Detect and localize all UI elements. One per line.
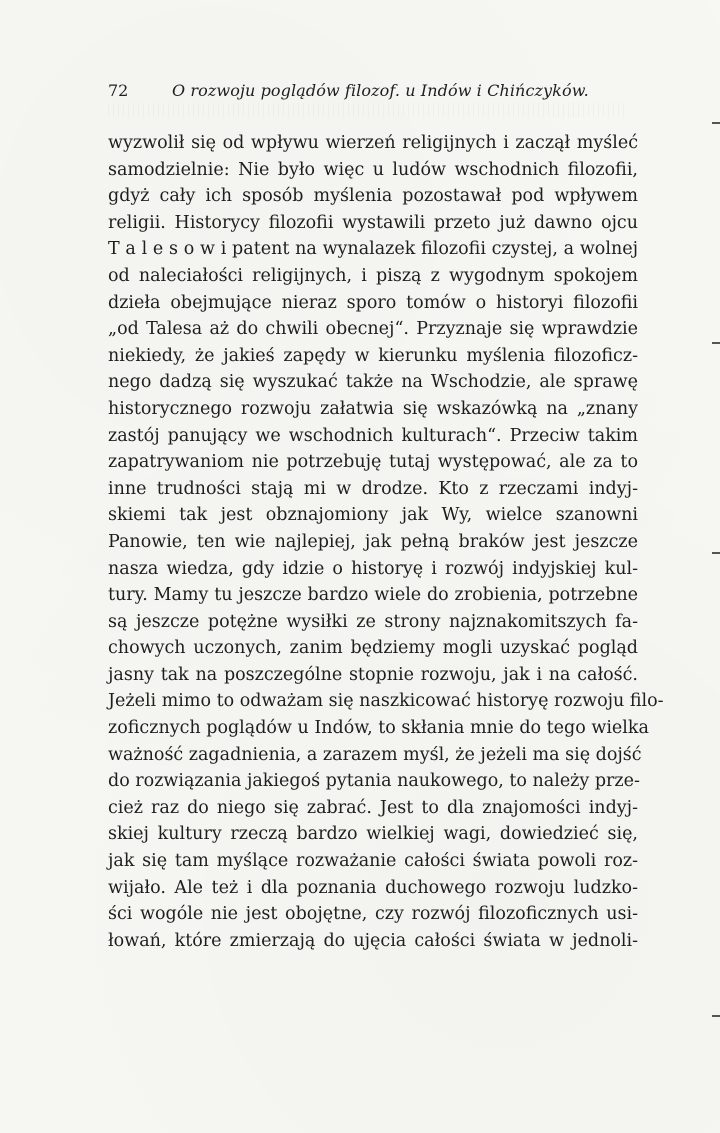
text-line: zoficznych poglądów u Indów, to skłania mnie do tego wielka	[108, 718, 649, 739]
text-line: ważność zagadnienia, a zarazem myśl, że jeżeli ma się dojść	[108, 744, 642, 765]
text-line: jak się tam myślące rozważanie całości świata powoli roz-	[108, 851, 638, 872]
text-line: nego dadzą się wyszukać także na Wschodzie, ale sprawę	[108, 372, 638, 393]
text-line: skiemi tak jest obznajomiony jak Wy, wielce szanowni	[108, 505, 638, 526]
text-line: zastój panujący we wschodnich kulturach“. Przeciw takim	[108, 425, 638, 446]
text-line: wyzwolił się od wpływu wierzeń religijnych i zaczął myśleć	[108, 133, 638, 153]
edge-mark	[712, 1015, 720, 1017]
text-line: religii. Historycy filozofii wystawili przeto już dawno ojcu	[108, 212, 638, 233]
text-line: do rozwiązania jakiegoś pytania naukowego, to należy prze-	[108, 771, 640, 792]
text-line: cież raz do niego się zabrać. Jest to dla znajomości indyj-	[108, 797, 638, 818]
text-line: skiej kultury rzeczą bardzo wielkiej wagi, dowiedzieć się,	[108, 824, 638, 845]
edge-mark	[712, 122, 720, 124]
text-line: jasny tak na poszczególne stopnie rozwoju, jak i na całość.	[108, 664, 638, 685]
running-title: O rozwoju poglądów filozof. u Indów i Chińczyków.	[172, 81, 589, 100]
text-line: Panowie, ten wie najlepiej, jak pełną braków jest jeszcze	[108, 531, 638, 552]
text-line: samodzielnie: Nie było więc u ludów wschodnich filozofii,	[108, 159, 638, 180]
text-line: inne trudności stają mi w drodze. Kto z rzeczami indyj-	[108, 478, 638, 499]
edge-mark	[712, 342, 720, 344]
text-line: tury. Mamy tu jeszcze bardzo wiele do zrobienia, potrzebne	[108, 585, 638, 606]
text-line: T a l e s o w i patent na wynalazek filozofii czystej, a wolnej	[108, 239, 638, 260]
text-line: niekiedy, że jakieś zapędy w kierunku myślenia filozoficz-	[108, 345, 638, 366]
header-bleed-through	[108, 103, 628, 117]
page-number: 72	[108, 81, 129, 100]
text-line: ści wogóle nie jest obojętne, czy rozwój filozoficznych usi-	[108, 904, 638, 925]
text-line: zapatrywaniom nie potrzebuję tutaj występować, ale za to	[108, 452, 638, 473]
text-line: łowań, które zmierzają do ujęcia całości świata w jednoli-	[108, 930, 638, 951]
text-line: historycznego rozwoju załatwia się wskazówką na „znany	[108, 398, 638, 419]
edge-mark	[712, 552, 720, 554]
text-line: są jeszcze potężne wysiłki ze strony najznakomitszych fa-	[108, 611, 638, 632]
text-line: Jeżeli mimo to odważam się naszkicować historyę rozwoju filo-	[108, 691, 664, 712]
running-head	[108, 79, 628, 103]
text-line: wijało. Ale też i dla poznania duchowego rozwoju ludzko-	[108, 877, 638, 898]
text-line: „od Talesa aż do chwili obecnej“. Przyznaje się wprawdzie	[108, 319, 638, 340]
text-line: gdyż cały ich sposób myślenia pozostawał pod wpływem	[108, 186, 638, 207]
text-line: dzieła obejmujące nieraz sporo tomów o historyi filozofii	[108, 292, 638, 313]
body-text	[108, 130, 664, 954]
text-line: nasza wiedza, gdy idzie o historyę i rozwój indyjskiej kul-	[108, 558, 638, 579]
text-line: od naleciałości religijnych, i piszą z wygodnym spokojem	[108, 265, 638, 286]
text-line: chowych uczonych, zanim będziemy mogli uzyskać pogląd	[108, 638, 638, 659]
